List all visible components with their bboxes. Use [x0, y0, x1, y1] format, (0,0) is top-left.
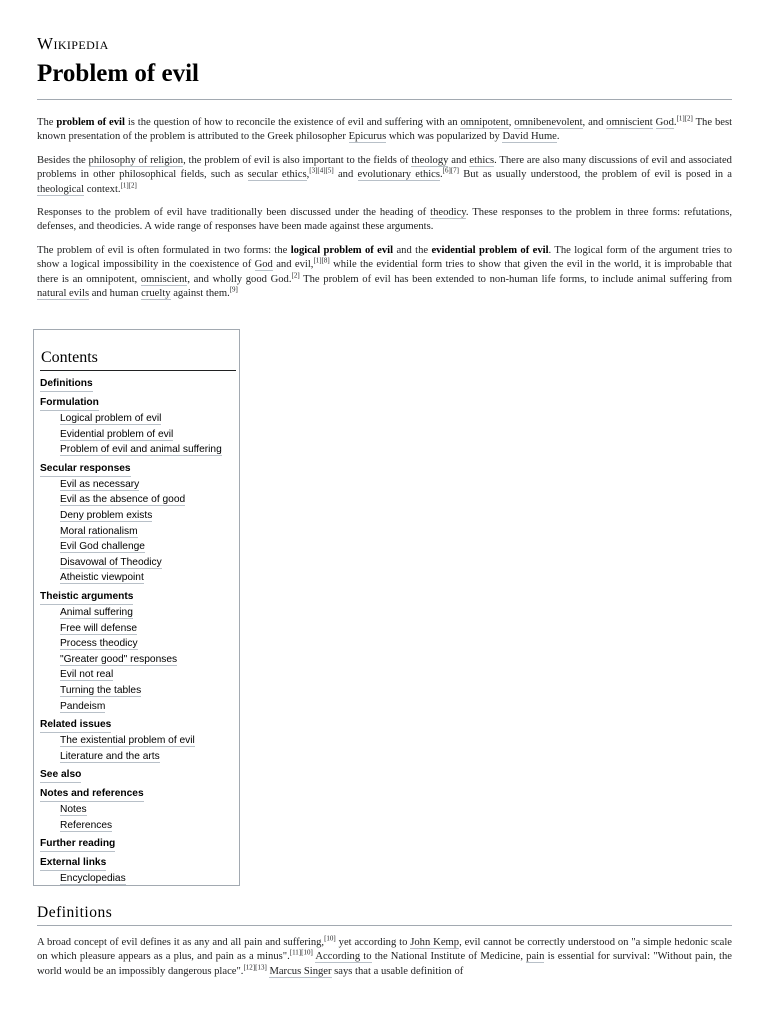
toc-title: Contents: [41, 349, 98, 366]
citation-link[interactable]: [6][7]: [442, 166, 459, 175]
article-link[interactable]: evolutionary ethics: [357, 169, 441, 181]
citation-link[interactable]: [12][13]: [243, 963, 267, 972]
toc-item[interactable]: Related issues: [40, 717, 111, 733]
toc-subitem-label: Atheistic viewpoint: [60, 572, 144, 584]
citation-link[interactable]: [1][2]: [676, 114, 693, 123]
toc-subitem-label: Deny problem exists: [60, 509, 153, 521]
toc-subitem[interactable]: [40, 555, 236, 571]
section-heading-definitions: Definitions: [37, 904, 113, 921]
text-run: .: [673, 117, 677, 128]
toc-subitem[interactable]: [40, 871, 236, 887]
text-run: The problem of evil is often formulated in two forms: the: [37, 244, 291, 256]
article-link[interactable]: omnipotent: [460, 117, 509, 128]
toc-subitem[interactable]: [40, 749, 236, 765]
text-run: the National Institute of Medicine,: [371, 951, 527, 963]
toc-subitem-label: Turning the tables: [60, 684, 142, 696]
article-link[interactable]: God: [655, 117, 674, 128]
text-run: and: [333, 169, 358, 181]
toc-divider: [40, 370, 236, 371]
text-run: and the: [393, 244, 432, 256]
paragraph: [37, 154, 732, 197]
toc-subitem[interactable]: [40, 605, 236, 621]
bold-term: problem of evil: [56, 117, 125, 128]
citation-link[interactable]: [10]: [324, 934, 336, 943]
toc-subitem[interactable]: [40, 667, 236, 683]
toc-section: [40, 767, 236, 783]
page-title: Problem of evil: [37, 60, 199, 87]
toc-subitem[interactable]: [40, 492, 236, 508]
text-run: Responses to the problem of evil have traditionally been discussed under the heading of: [37, 207, 431, 219]
article-link[interactable]: theodicy: [430, 207, 466, 219]
article-link[interactable]: cruelty: [141, 288, 171, 300]
text-run: while the evidential form tries to show that given the evil in the world, it is improbable that there is an omnipotent,: [37, 259, 732, 285]
toc-subitem-label: Free will defense: [60, 622, 138, 634]
toc-subitem[interactable]: [40, 652, 236, 668]
article-link[interactable]: natural evils: [37, 288, 90, 300]
citation-link[interactable]: [11][10]: [289, 948, 313, 957]
toc-subitem[interactable]: [40, 733, 236, 749]
toc-item[interactable]: Notes and references: [40, 786, 144, 802]
toc-subitem[interactable]: [40, 411, 236, 427]
toc-section: [40, 461, 236, 586]
text-run: says that a usable definition of: [331, 965, 464, 977]
toc-section: [40, 589, 236, 714]
paragraph: [37, 244, 732, 302]
article-link[interactable]: David Hume: [502, 131, 557, 143]
article-link[interactable]: secular ethics: [247, 169, 307, 181]
text-run: , the problem of evil is also important to the fields of: [183, 154, 412, 166]
toc-subitem-label: Problem of evil and animal suffering: [60, 444, 222, 456]
toc-subitem-label: Logical problem of evil: [60, 413, 162, 424]
article-link[interactable]: omniscient: [606, 117, 653, 128]
article-link[interactable]: pain: [526, 951, 545, 963]
article-link[interactable]: omniscient: [140, 273, 188, 285]
text-run: is essential for survival: "Without pain, the world would be an impossibly dangerous place".: [37, 951, 732, 977]
toc-subitem-label: Process theodicy: [60, 638, 138, 650]
toc-subitem-label: Moral rationalism: [60, 525, 138, 537]
toc-item[interactable]: See also: [40, 767, 81, 783]
text-run: ,: [306, 169, 310, 181]
text-run: The: [37, 117, 57, 128]
toc-section: [40, 855, 236, 887]
toc-item[interactable]: External links: [40, 855, 106, 871]
citation-link[interactable]: [1][8]: [313, 256, 330, 265]
toc-list: [40, 376, 236, 890]
text-run: .: [440, 169, 443, 181]
toc-section: [40, 717, 236, 764]
text-run: A broad concept of evil defines it as any and all pain and suffering,: [37, 937, 325, 948]
article-link[interactable]: Marcus Singer: [269, 965, 332, 977]
citation-link[interactable]: [9]: [229, 285, 238, 294]
toc-subitem-label: Disavowal of Theodicy: [60, 556, 162, 568]
text-run: ,: [508, 117, 515, 128]
text-run: and evil,: [272, 259, 314, 271]
paragraph: [37, 116, 732, 145]
article-link[interactable]: theology: [411, 154, 449, 166]
wikipedia-wordmark[interactable]: Wikipedia: [37, 34, 109, 53]
text-run: The best known presentation of the problem is attributed to the Greek philosopher: [37, 117, 733, 143]
text-run: yet according to: [335, 937, 411, 948]
toc-subitem-label: The existential problem of evil: [60, 735, 195, 747]
table-of-contents: [33, 329, 240, 886]
toc-section: [40, 395, 236, 458]
text-run: .: [556, 131, 560, 143]
toc-item[interactable]: Formulation: [40, 395, 99, 411]
article-link[interactable]: philosophy of religion: [88, 154, 184, 166]
toc-item[interactable]: Secular responses: [40, 461, 131, 477]
article-link[interactable]: theological: [37, 183, 85, 195]
section-divider: [37, 925, 732, 926]
toc-item[interactable]: Theistic arguments: [40, 589, 133, 605]
toc-subitem[interactable]: [40, 427, 236, 443]
toc-subitem[interactable]: [40, 683, 236, 699]
toc-item[interactable]: Definitions: [40, 376, 93, 392]
toc-subitem-label: Literature and the arts: [60, 750, 160, 762]
article-link[interactable]: John Kemp: [410, 937, 460, 948]
toc-subitem[interactable]: [40, 818, 236, 834]
toc-subitem-label: Encyclopedias: [60, 873, 126, 885]
toc-subitem[interactable]: [40, 477, 236, 493]
toc-subitem-label: Evil as necessary: [60, 478, 140, 490]
bold-term: logical problem of evil: [290, 244, 394, 256]
toc-subitem[interactable]: [40, 636, 236, 652]
title-divider: [37, 99, 732, 100]
citation-link[interactable]: [3][4][5]: [309, 166, 334, 175]
toc-section: [40, 836, 236, 852]
text-run: , evil cannot be correctly understood on "a simple hedonic scale on which pleasure appears as a plus, and pain as a minus".: [37, 937, 732, 963]
text-run: Besides the: [37, 154, 89, 166]
text-run: . These responses to the problem in three forms: refutations, defenses, and theodicies. A wide range of responses have been made against these arguments.: [37, 207, 732, 233]
text-run: and: [448, 154, 470, 166]
toc-subitem-label: Evil not real: [60, 669, 114, 681]
toc-subitem[interactable]: [40, 699, 236, 715]
toc-section: [40, 376, 236, 392]
toc-subitem[interactable]: [40, 621, 236, 637]
toc-subitem-label: Evidential problem of evil: [60, 428, 174, 440]
paragraph: [37, 206, 732, 235]
article-intro: [37, 116, 732, 310]
toc-subitem[interactable]: [40, 570, 236, 586]
toc-subitem-label: Notes: [60, 804, 87, 816]
citation-link[interactable]: [2]: [291, 271, 300, 280]
article-link[interactable]: God: [254, 259, 273, 271]
toc-subitem-label: References: [60, 819, 113, 831]
text-run: and human: [89, 288, 142, 300]
toc-subitem-label: Animal suffering: [60, 606, 133, 618]
toc-subitem[interactable]: [40, 508, 236, 524]
text-run: But as usually understood, the problem of evil is posed in a: [459, 169, 733, 181]
text-run: , and: [582, 117, 607, 128]
text-run: which was popularized by: [386, 131, 503, 143]
toc-subitem[interactable]: [40, 442, 236, 458]
article-link[interactable]: According to: [315, 951, 372, 963]
article-link[interactable]: omnibenevolent: [514, 117, 583, 128]
toc-subitem-label: Evil as the absence of good: [60, 494, 186, 506]
article-link[interactable]: Epicurus: [348, 131, 387, 143]
toc-item[interactable]: Further reading: [40, 836, 115, 852]
article-link[interactable]: ethics: [469, 154, 495, 166]
toc-subitem[interactable]: [40, 802, 236, 818]
text-run: . There are also many discussions of evil and associated problems in other philosophical fields, such as: [37, 154, 732, 181]
toc-subitem[interactable]: [40, 524, 236, 540]
toc-subitem[interactable]: [40, 539, 236, 555]
text-run: . The logical form of the argument tries to show a logical impossibility in the coexistence of: [37, 244, 732, 271]
toc-subitem-label: Evil God challenge: [60, 541, 145, 553]
text-run: , and wholly good God.: [187, 273, 292, 285]
citation-link[interactable]: [1][2]: [120, 181, 137, 190]
text-run: The problem of evil has been extended to non-human life forms, to include animal suffering from: [299, 273, 732, 285]
toc-subitem-label: "Greater good" responses: [60, 653, 178, 665]
text-run: context.: [84, 183, 121, 195]
bold-term: evidential problem of evil: [431, 244, 549, 256]
toc-section: [40, 786, 236, 833]
definitions-paragraph: [37, 936, 732, 979]
text-run: is the question of how to reconcile the existence of evil and suffering with an: [124, 117, 461, 128]
text-run: against them.: [170, 288, 230, 300]
toc-subitem-label: Pandeism: [60, 700, 106, 712]
